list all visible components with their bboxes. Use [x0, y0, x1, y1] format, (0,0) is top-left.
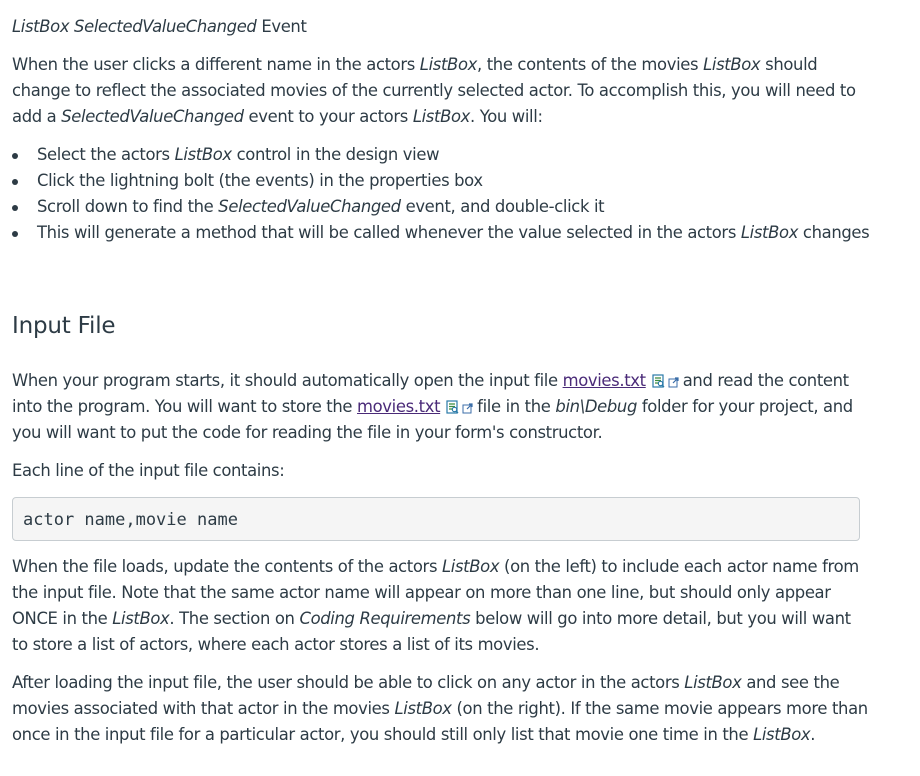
paragraph-line: When the user clicks a different name in the actors ListBox, the contents of the movies ListBox should — [12, 55, 818, 74]
paragraph-line: When your program starts, it should automatically open the input file movies.txt and read the content — [12, 368, 849, 396]
paragraph-line: into the program. You will want to store the movies.txt file in the bin\Debug folder for your project, and — [12, 394, 853, 422]
paragraph-line: ONCE in the ListBox. The section on Coding Requirements below will go into more detail, but you will want — [12, 609, 851, 628]
section-heading: Input File — [12, 313, 116, 339]
bullet-icon — [12, 205, 18, 211]
paragraph-line: add a SelectedValueChanged event to your actors ListBox. You will: — [12, 107, 543, 126]
movies-file-link[interactable]: movies.txt — [357, 397, 441, 416]
document-preview-icon[interactable] — [652, 370, 665, 396]
bullet-icon — [12, 231, 18, 237]
bullet-icon — [12, 153, 18, 159]
paragraph-line: to store a list of actors, where each actor stores a list of its movies. — [12, 635, 540, 654]
external-link-icon[interactable] — [462, 396, 473, 422]
paragraph-line: change to reflect the associated movies of the currently selected actor. To accomplish this, you will need to — [12, 81, 856, 100]
paragraph-line: Each line of the input file contains: — [12, 461, 285, 480]
document-page: ListBox SelectedValueChanged Event When the user clicks a different name in the actors ListBox, the contents of the movies ListBox should change to reflect the associated movies of the currently selected actor. To accomplish this, you will need to add a SelectedValueChanged event to your actors ListBox. You will: Select the actors ListBox control in the design view Click the lightning bolt (the events) in the properties box Scroll down to find the SelectedValueChanged event, and double-click it This will generate a method that will be called whenever the value selected in the actors ListBox changes Input File When your program starts, it should automatically open the input file movies.txt and read the content into the program. You will want to store the movies.txt file in the bin\Debug folder for your project, and you will want to put the code for reading the file in your form's constructor. Each line of the input file contains: actor name,movie name When the file loads, update the contents of the actors ListBox (on the left) to include each actor name from the input file. Note that the same actor name will appear on more than one line, but should only appear ONCE in the ListBox. The section on Coding Requirements below will go into more detail, but you will want to store a list of actors, where each actor stores a list of its movies. After loading the input file, the user should be able to click on any actor in the actors ListBox and see the movies associated with that actor in the movies ListBox (on the right). If the same movie appears more than once in the input file for a particular actor, you should still only list that movie one time in the ListBox. — [0, 0, 920, 776]
paragraph-line: you will want to put the code for reading the file in your form's constructor. — [12, 423, 603, 442]
bullet-icon — [12, 179, 18, 185]
external-link-icon[interactable] — [668, 370, 679, 396]
code-block: actor name,movie name — [12, 497, 860, 541]
paragraph-line: When the file loads, update the contents of the actors ListBox (on the left) to include each actor name from — [12, 557, 859, 576]
document-preview-icon[interactable] — [446, 396, 459, 422]
movies-file-link[interactable]: movies.txt — [562, 371, 646, 390]
paragraph-line: once in the input file for a particular actor, you should still only list that movie one time in the ListBox. — [12, 725, 816, 744]
section-title: ListBox SelectedValueChanged Event — [12, 17, 307, 36]
paragraph-line: the input file. Note that the same actor name will appear on more than one line, but should only appear — [12, 583, 831, 602]
paragraph-line: movies associated with that actor in the movies ListBox (on the right). If the same movie appears more than — [12, 699, 868, 718]
paragraph-line: After loading the input file, the user should be able to click on any actor in the actors ListBox and see the — [12, 673, 840, 692]
